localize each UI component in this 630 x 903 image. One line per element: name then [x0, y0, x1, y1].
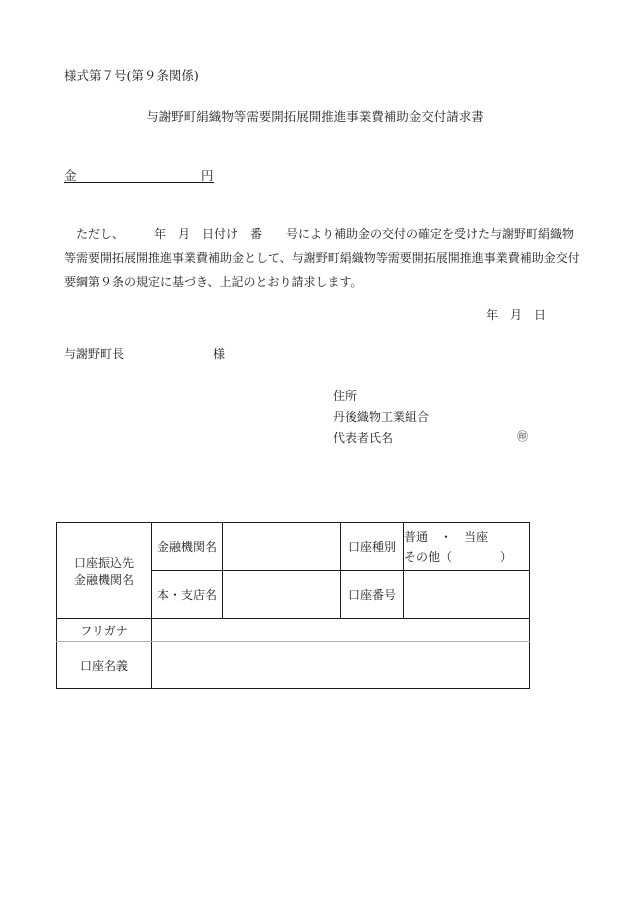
transfer-destination-label-1: 口座振込先	[73, 555, 134, 570]
branch-name-cell[interactable]	[223, 571, 341, 619]
document-title: 与謝野町絹織物等需要開拓展開推進事業費補助金交付請求書	[146, 109, 484, 124]
account-number-label: 口座番号	[341, 571, 404, 619]
account-type-options: 普通 ・ 当座	[404, 529, 489, 544]
addressee-honorific: 様	[213, 347, 226, 361]
amount-underline	[64, 166, 214, 183]
addressee-name: 与謝野町長	[64, 347, 125, 361]
transfer-destination-header	[57, 523, 152, 619]
seal-mark: ㊞	[517, 430, 528, 443]
address-label: 住所	[333, 389, 358, 403]
amount-kin-label: 金	[64, 168, 77, 183]
furigana-label: フリガナ	[57, 619, 152, 642]
furigana-cell[interactable]	[152, 619, 530, 642]
statement-line-3: 要綱第９条の規定に基づき、上記のとおり請求します。	[64, 275, 363, 289]
request-statement	[64, 222, 584, 294]
applicant-block	[333, 386, 429, 449]
account-type-cell[interactable]	[404, 523, 530, 571]
account-holder-label: 口座名義	[57, 642, 152, 689]
statement-line-2: 等需要開拓展開推進事業費補助金として、与謝野町絹織物等需要開拓展開推進事業費補助金交付	[64, 251, 580, 265]
amount-en-label: 円	[201, 168, 214, 183]
bank-account-table	[56, 522, 530, 689]
transfer-destination-label-2: 金融機関名	[73, 572, 134, 587]
account-number-cell[interactable]	[404, 571, 530, 619]
account-holder-cell[interactable]	[152, 642, 530, 689]
representative-label: 代表者氏名	[333, 431, 394, 445]
organization-name: 丹後織物工業組合	[333, 410, 430, 424]
account-type-label: 口座種別	[341, 523, 404, 571]
institution-name-cell[interactable]	[223, 523, 341, 571]
statement-line-1: ただし、 年 月 日付け 番 号により補助金の交付の確定を受けた与謝野町絹織物	[76, 227, 575, 241]
branch-name-label: 本・支店名	[152, 571, 223, 619]
date-field: 年 月 日	[486, 308, 547, 322]
account-type-other: その他（ ）	[404, 549, 513, 564]
institution-name-label: 金融機関名	[152, 523, 223, 571]
form-number: 様式第７号(第９条関係)	[64, 68, 199, 83]
